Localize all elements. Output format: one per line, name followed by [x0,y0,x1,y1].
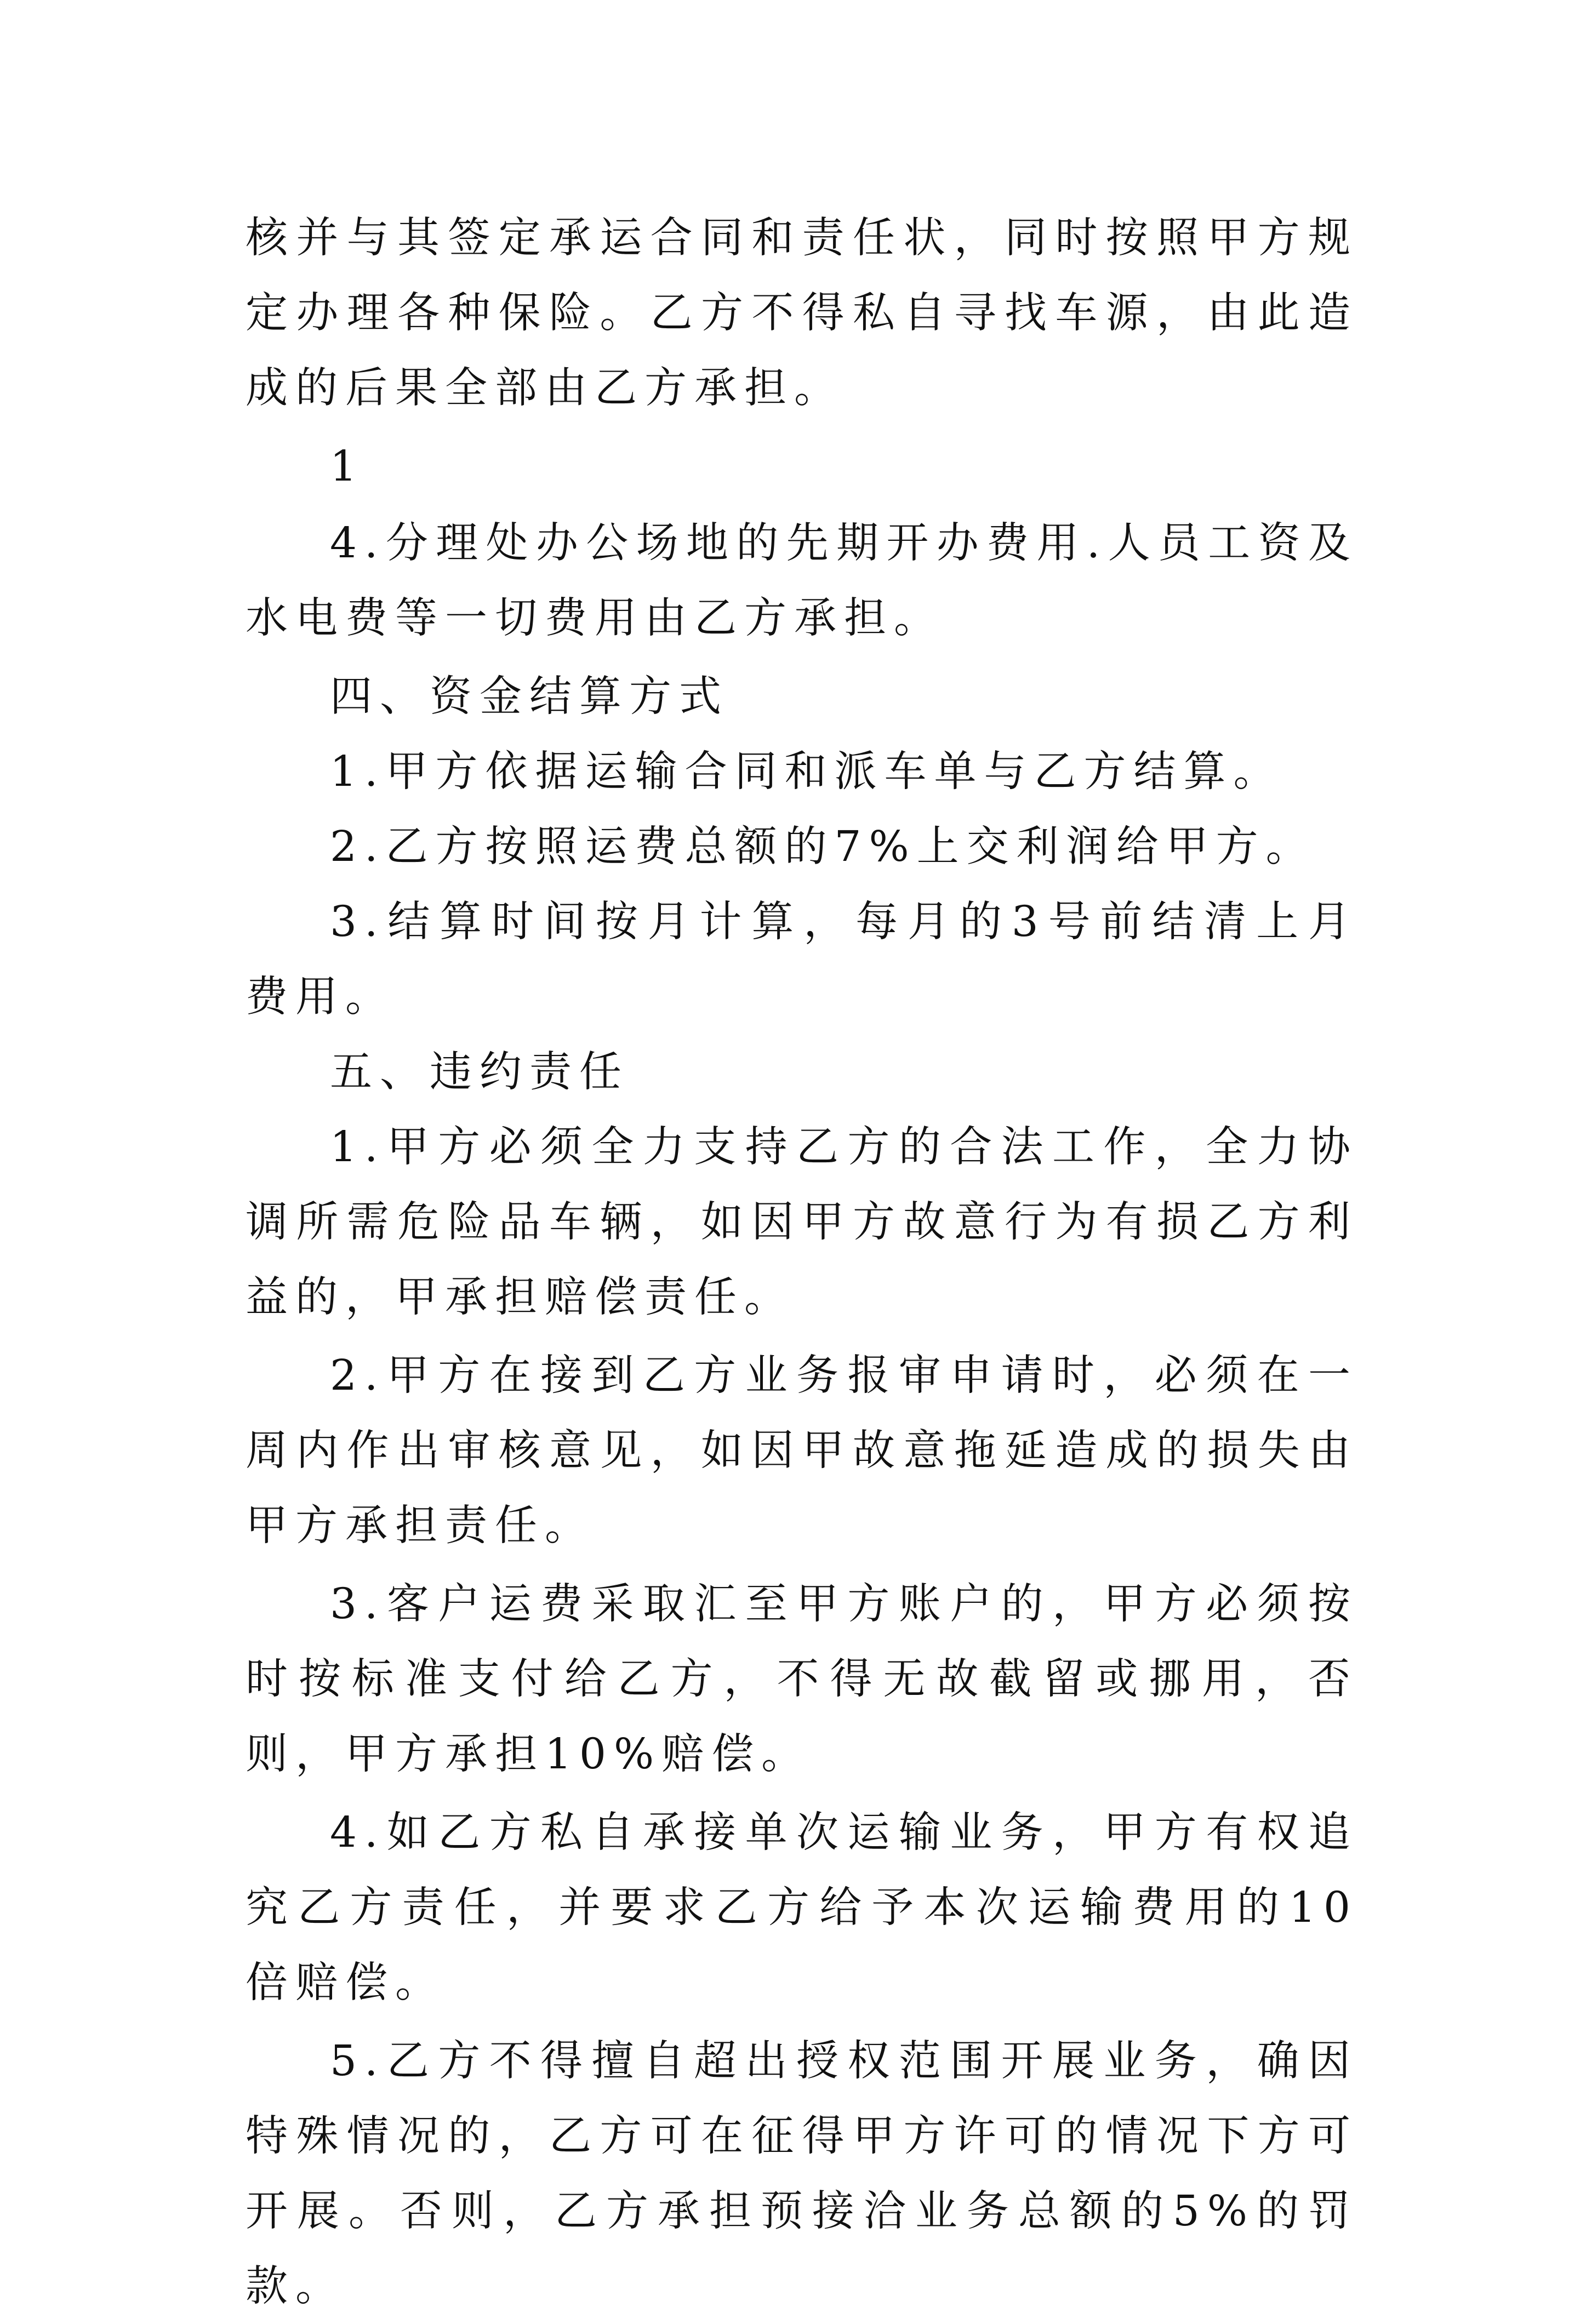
clause-5-5: 5.乙方不得擅自超出授权范围开展业务，确因特殊情况的，乙方可在征得甲方许可的情况下方可开展。否则，乙方承担预接洽业务总额的5%的罚款。 [246,2037,1358,2311]
clause-4-2: 2.乙方按照运费总额的7%上交利润给甲方。 [330,823,1316,871]
clause-5-2: 2.甲方在接到乙方业务报审申请时，必须在一周内作出审核意见，如因甲故意拖延造成的损失由甲方承担责任。 [246,1351,1358,1550]
section-heading-liability: 五、违约责任 [330,1048,629,1097]
clause-3-4: 4.分理处办公场地的先期开办费用.人员工资及水电费等一切费用由乙方承担。 [246,519,1358,643]
section-heading-settlement: 四、资金结算方式 [330,672,729,721]
clause-4-1: 1.甲方依据运输合同和派车单与乙方结算。 [330,747,1283,796]
clause-4-3: 3.结算时间按月计算，每月的3号前结清上月费用。 [246,898,1358,1021]
clause-5-3: 3.客户运费采取汇至甲方账户的，甲方必须按时按标准支付给乙方，不得无故截留或挪用，否则，甲方承担10%赔偿。 [246,1580,1358,1779]
page-number: 1 [330,442,357,491]
clause-5-1: 1.甲方必须全力支持乙方的合法工作，全力协调所需危险品车辆，如因甲方故意行为有损乙方利益的，甲承担赔偿责任。 [246,1123,1358,1322]
document-body [246,201,1358,2324]
clause-5-4: 4.如乙方私自承接单次运输业务，甲方有权追究乙方责任，并要求乙方给予本次运输费用的10倍赔偿。 [246,1808,1358,2007]
paragraph-continuation: 核并与其签定承运合同和责任状，同时按照甲方规定办理各种保险。乙方不得私自寻找车源，由此造成的后果全部由乙方承担。 [246,214,1358,413]
